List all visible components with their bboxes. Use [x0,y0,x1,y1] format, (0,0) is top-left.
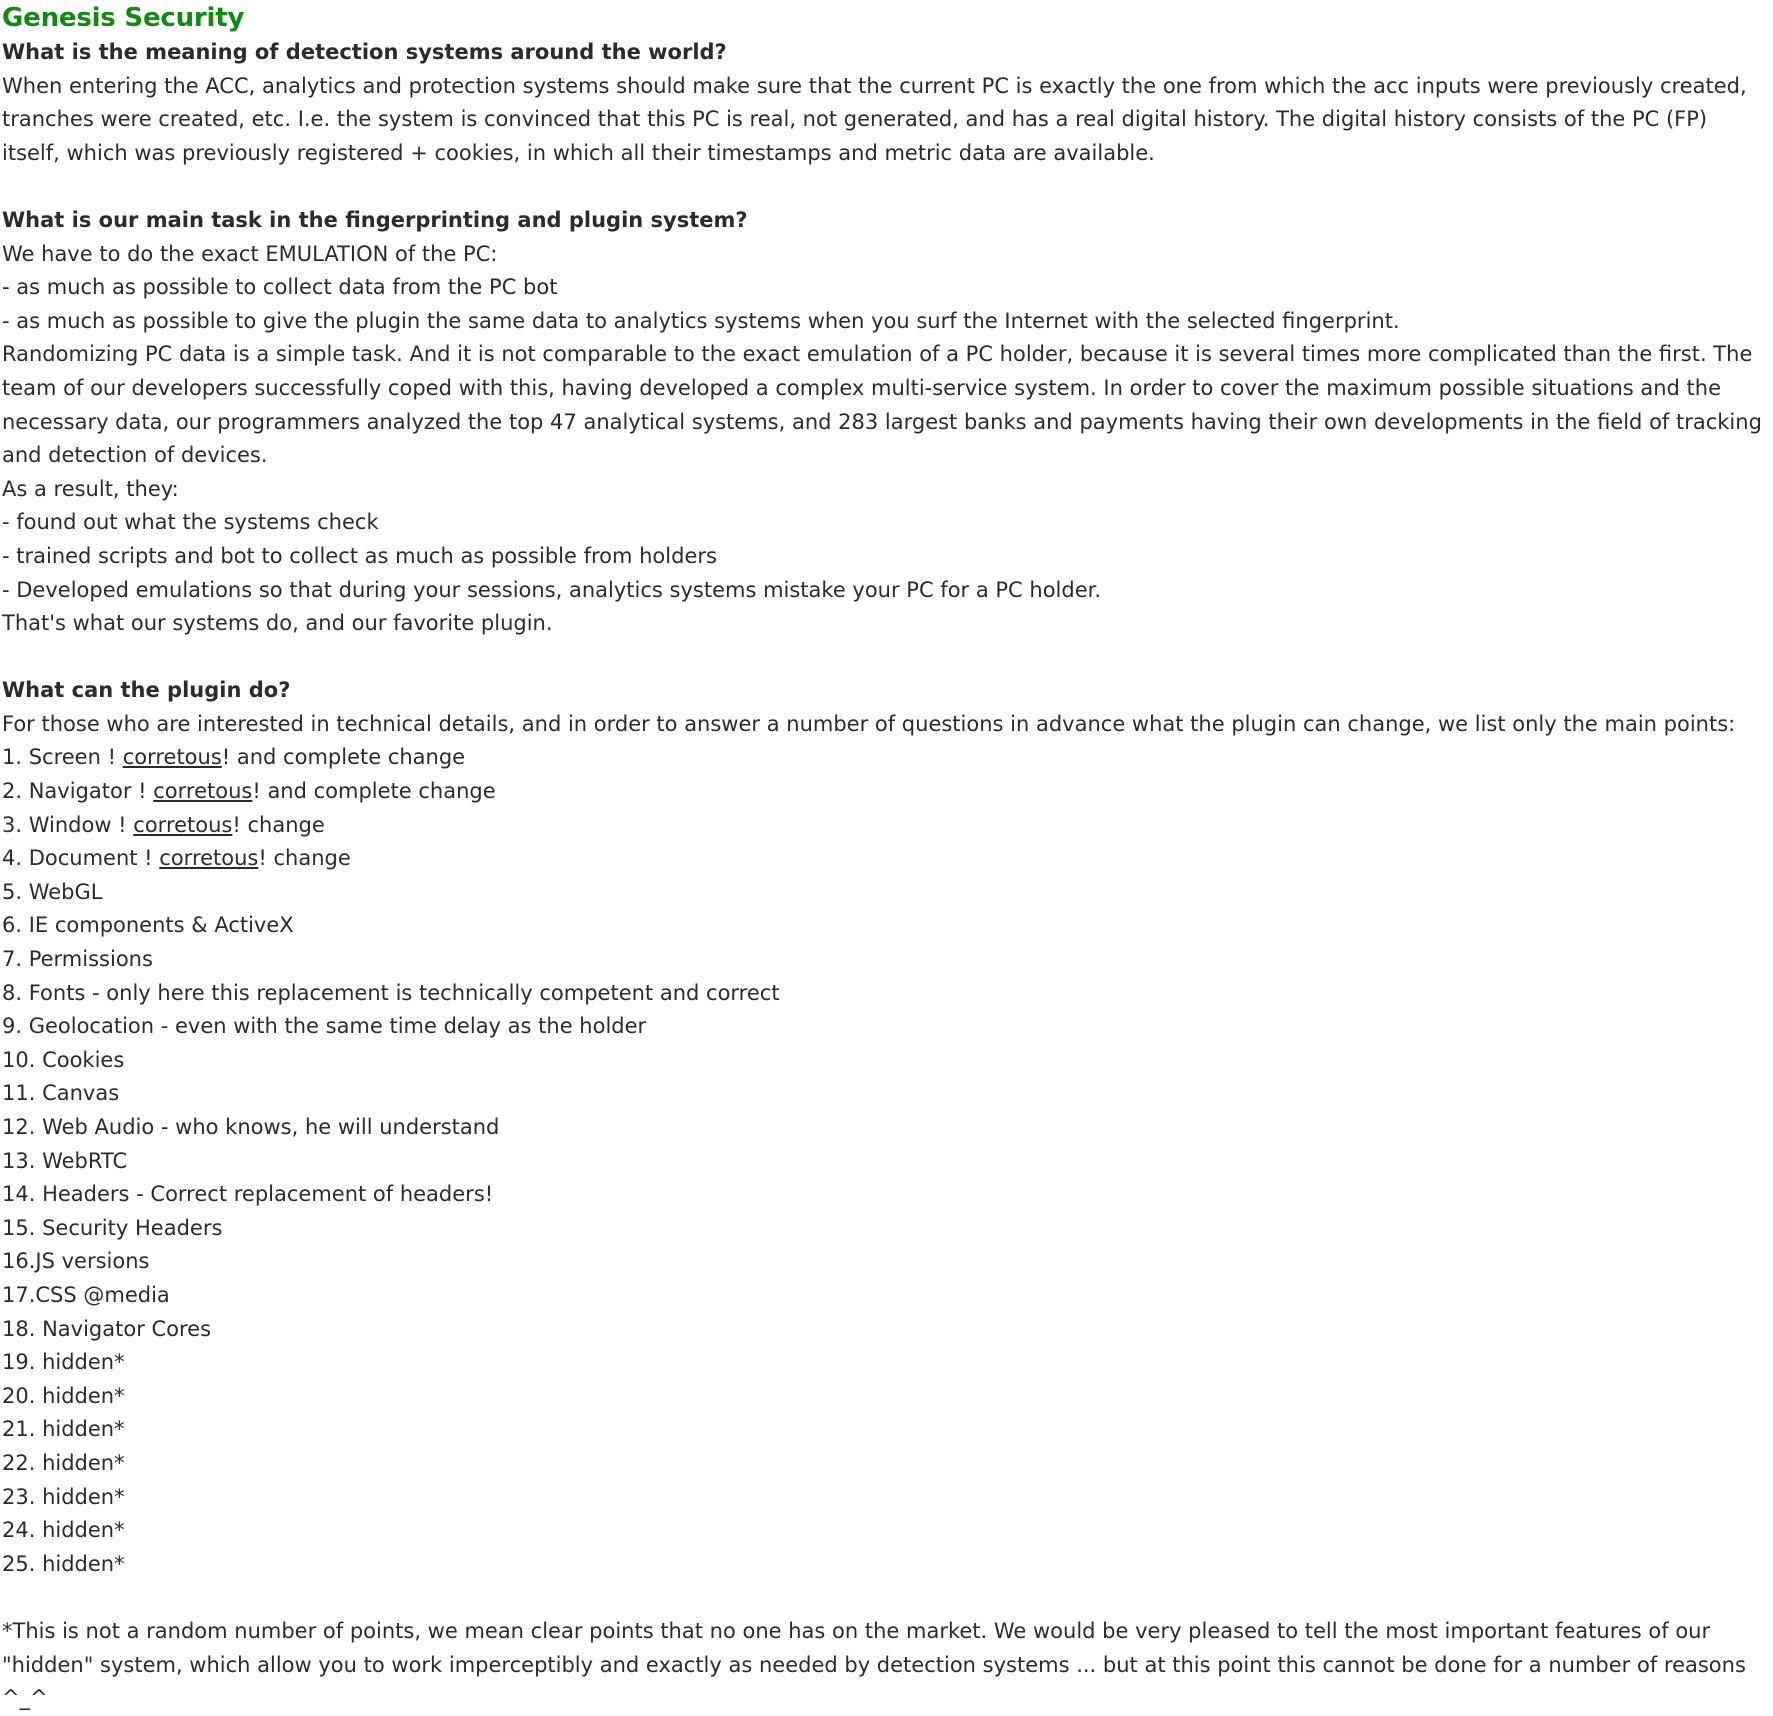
feature-suffix: ! and complete change [221,745,466,770]
feature-list-item: 17.CSS @media [2,1282,170,1307]
feature-list-item [2,775,1767,809]
paragraph-line: - as much as possible to collect data from the PC bot [2,275,558,300]
feature-label: 3. Window ! [2,812,134,837]
feature-list-item: 23. hidden* [2,1484,125,1509]
corretous-link[interactable]: corretous [133,812,233,837]
paragraph-line: - trained scripts and bot to collect as much as possible from holders [2,543,717,568]
feature-list-item: 13. WebRTC [2,1148,128,1173]
feature-list-item: 18. Navigator Cores [2,1316,212,1341]
corretous-link[interactable]: corretous [153,779,253,804]
paragraph-line: We have to do the exact EMULATION of the PC: [2,241,498,266]
corretous-link[interactable]: corretous [159,846,259,871]
footnote-line: *This is not a random number of points, we mean clear points that no one has on the market. We would be very pleased to tell the most important features of our [2,1618,1711,1643]
spacer [2,170,1767,204]
feature-suffix: ! change [258,846,351,871]
spacer [2,641,1767,675]
feature-list-item: 9. Geolocation - even with the same time delay as the holder [2,1014,647,1039]
feature-list-item: 11. Canvas [2,1081,120,1106]
feature-list-item: 7. Permissions [2,947,153,972]
feature-label: 2. Navigator ! [2,779,154,804]
feature-list-item: 8. Fonts - only here this replacement is technically competent and correct [2,980,780,1005]
paragraph-line: necessary data, our programmers analyzed the top 47 analytical systems, and 283 largest banks and payments having their own developments in the field of tracking [2,409,1762,434]
paragraph-line: That's what our systems do, and our favorite plugin. [2,611,553,636]
feature-suffix: ! change [232,812,325,837]
footnote-line: ^_^ [2,1686,48,1711]
paragraph-line: team of our developers successfully coped with this, having developed a complex multi-service system. In order to cover the maximum possible situations and the [2,375,1722,400]
feature-suffix: ! and complete change [252,779,496,804]
article [2,0,1767,1716]
footnote-line: "hidden" system, which allow you to work imperceptibly and exactly as needed by detection systems ... but at this point this cannot be done for a number of reasons [2,1652,1746,1677]
paragraph-line: When entering the ACC, analytics and protection systems should make sure that the current PC is exactly the one from which the acc inputs were previously created, [2,73,1747,98]
feature-label: 1. Screen ! [2,745,123,770]
feature-list-item: 24. hidden* [2,1518,125,1543]
feature-list-item: 10. Cookies [2,1047,125,1072]
section-heading-detection-meaning: What is the meaning of detection systems around the world? [2,40,727,64]
paragraph-line: For those who are interested in technical details, and in order to answer a number of questions in advance what the plugin can change, we list only the main points: [2,711,1736,736]
section-heading-plugin-capabilities: What can the plugin do? [2,678,291,703]
spacer [2,1581,1767,1615]
paragraph-line: - found out what the systems check [2,510,379,535]
feature-list-item: 6. IE components & ActiveX [2,913,294,938]
paragraph-line: tranches were created, etc. I.e. the system is convinced that this PC is real, not generated, and has a real digital history. The digital history consists of the PC (FP) [2,107,1708,132]
paragraph-line: and detection of devices. [2,443,268,468]
paragraph-line: - Developed emulations so that during your sessions, analytics systems mistake your PC for a PC holder. [2,577,1102,602]
paragraph-line: As a result, they: [2,476,179,501]
feature-label: 4. Document ! [2,846,160,871]
feature-list-item: 20. hidden* [2,1383,125,1408]
feature-list-item [2,809,1767,843]
feature-list-item: 22. hidden* [2,1450,125,1475]
paragraph-line: Randomizing PC data is a simple task. And it is not comparable to the exact emulation of a PC holder, because it is several times more complicated than the first. The [2,342,1753,367]
feature-list-item: 16.JS versions [2,1249,150,1274]
corretous-link[interactable]: corretous [122,745,222,770]
feature-list-item [2,842,1767,876]
brand-title: Genesis Security [2,3,245,33]
feature-list-item: 25. hidden* [2,1551,125,1576]
feature-list-item: 5. WebGL [2,879,103,904]
paragraph-line: itself, which was previously registered + cookies, in which all their timestamps and metric data are available. [2,140,1155,165]
feature-list-item: 15. Security Headers [2,1215,223,1240]
feature-list-item: 12. Web Audio - who knows, he will understand [2,1115,500,1139]
feature-list-item: 21. hidden* [2,1417,125,1442]
feature-list-item [2,741,1767,775]
feature-list-item: 19. hidden* [2,1350,125,1375]
feature-list-item: 14. Headers - Correct replacement of headers! [2,1182,494,1207]
section-heading-main-task: What is our main task in the fingerprinting and plugin system? [2,207,748,232]
paragraph-line: - as much as possible to give the plugin the same data to analytics systems when you surf the Internet with the selected fingerprint. [2,308,1400,333]
